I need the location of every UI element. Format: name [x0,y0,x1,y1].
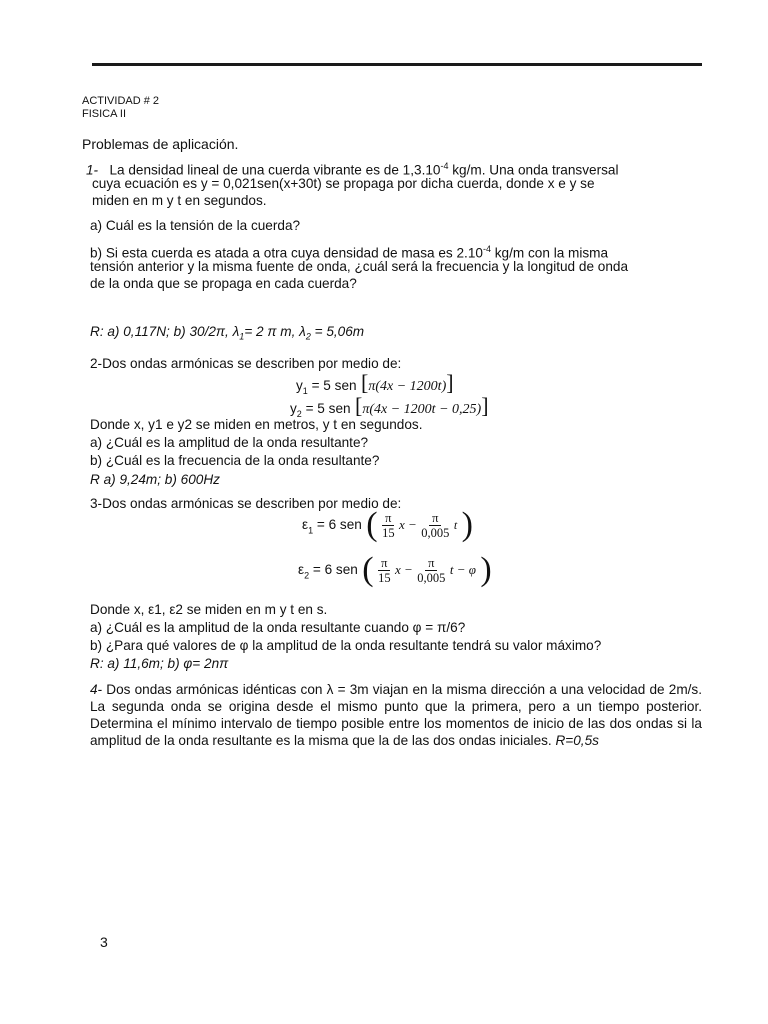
equation-e1: $\varepsilon_1 = 6$ sen ( $\frac{\pi}{15}$ x − $\frac{\pi}{0,005}$ t ) [302,506,473,543]
equation-y1: $y_1 = 5$ sen [π(4x − 1200t)] [296,370,454,397]
problem1-question-b-line1: b) Si esta cuerda es atada a otra cuya densidad de masa es $2.10^{-4}$ kg/m con la misma [90,244,609,261]
equation-e2: $\varepsilon_2 = 6$ sen ( $\frac{\pi}{15}$ x − $\frac{\pi}{0,005}$ t − φ ) [298,551,492,588]
problem4-answer: R=0,5s [555,733,599,748]
problem1-question-b-line3: de la onda que se propaga en cada cuerda? [90,276,357,291]
problem1-line2: cuya ecuación es y = 0,021sen(x+30t) se propaga por dicha cuerda, donde x e y se [92,176,595,191]
problem2-answer: R a) 9,24m; b) 600Hz [90,472,220,487]
problem1-answer: R: a) 0,117N; b) 30/2π, $\lambda_1= 2$ π m, $\lambda_2 = 5,06m$ [90,324,365,342]
page-number: 3 [100,934,108,950]
problem1-question-b-line2: tensión anterior y la misma fuente de onda, ¿cuál será la frecuencia y la longitud de onda [90,259,629,274]
fraction-pi-0005: $\frac{\pi}{0,005}$ [421,510,450,540]
problem3-question-b: b) ¿Para qué valores de φ la amplitud de la onda resultante tendrá su valor máximo? [90,638,602,653]
problem1-line3: miden en m y t en segundos. [92,193,267,208]
fraction-pi-15: $\frac{\pi}{15}$ [378,555,391,585]
problem2-question-a: a) ¿Cuál es la amplitud de la onda resultante? [90,435,369,450]
problem2-question-b: b) ¿Cuál es la frecuencia de la onda resultante? [90,453,380,468]
fraction-pi-0005: $\frac{\pi}{0,005}$ [417,555,446,585]
top-rule [92,63,702,66]
problem3-intro: 3-Dos ondas armónicas se describen por medio de: [90,496,402,511]
equation-y2: $y_2 = 5$ sen [π(4x − 1200t − 0,25)] [290,393,489,420]
activity-label: ACTIVIDAD # 2 [82,95,160,107]
problem2-intro: 2-Dos ondas armónicas se describen por medio de: [90,356,402,371]
problem3-answer: R: a) 11,6m; b) φ= 2nπ [90,656,229,671]
problem4-text: 4- Dos ondas armónicas idénticas con λ = 3m viajan en la misma dirección a una velocidad de 2m/s. La segunda onda se origina desde el mismo punto que la primera, pero a un tiempo posterior. Determina el mínimo intervalo de tiempo posible entre los momentos de inicio de las dos ondas si la amplitud de la onda resultante es la misma que la de las dos ondas iniciales. R=0,5s [90,682,702,748]
problem1-number: 1- [86,162,99,178]
problem1-question-a: a) Cuál es la tensión de la cuerda? [90,218,301,233]
problem3-where: Donde x, ε1, ε2 se miden en m y t en s. [90,602,328,617]
problem1-line1: 1- La densidad lineal de una cuerda vibrante es de $1,3.10^{-4}$ kg/m. Una onda transversal [86,161,619,178]
section-heading: Problemas de aplicación. [82,136,239,152]
problem4-number: 4- [90,682,103,697]
problem3-question-a: a) ¿Cuál es la amplitud de la onda resultante cuando φ = π/6? [90,620,466,635]
problem2-where: Donde x, y1 e y2 se miden en metros, y t en segundos. [90,417,423,432]
course-label: FISICA II [82,108,127,120]
fraction-pi-15: $\frac{\pi}{15}$ [382,510,395,540]
